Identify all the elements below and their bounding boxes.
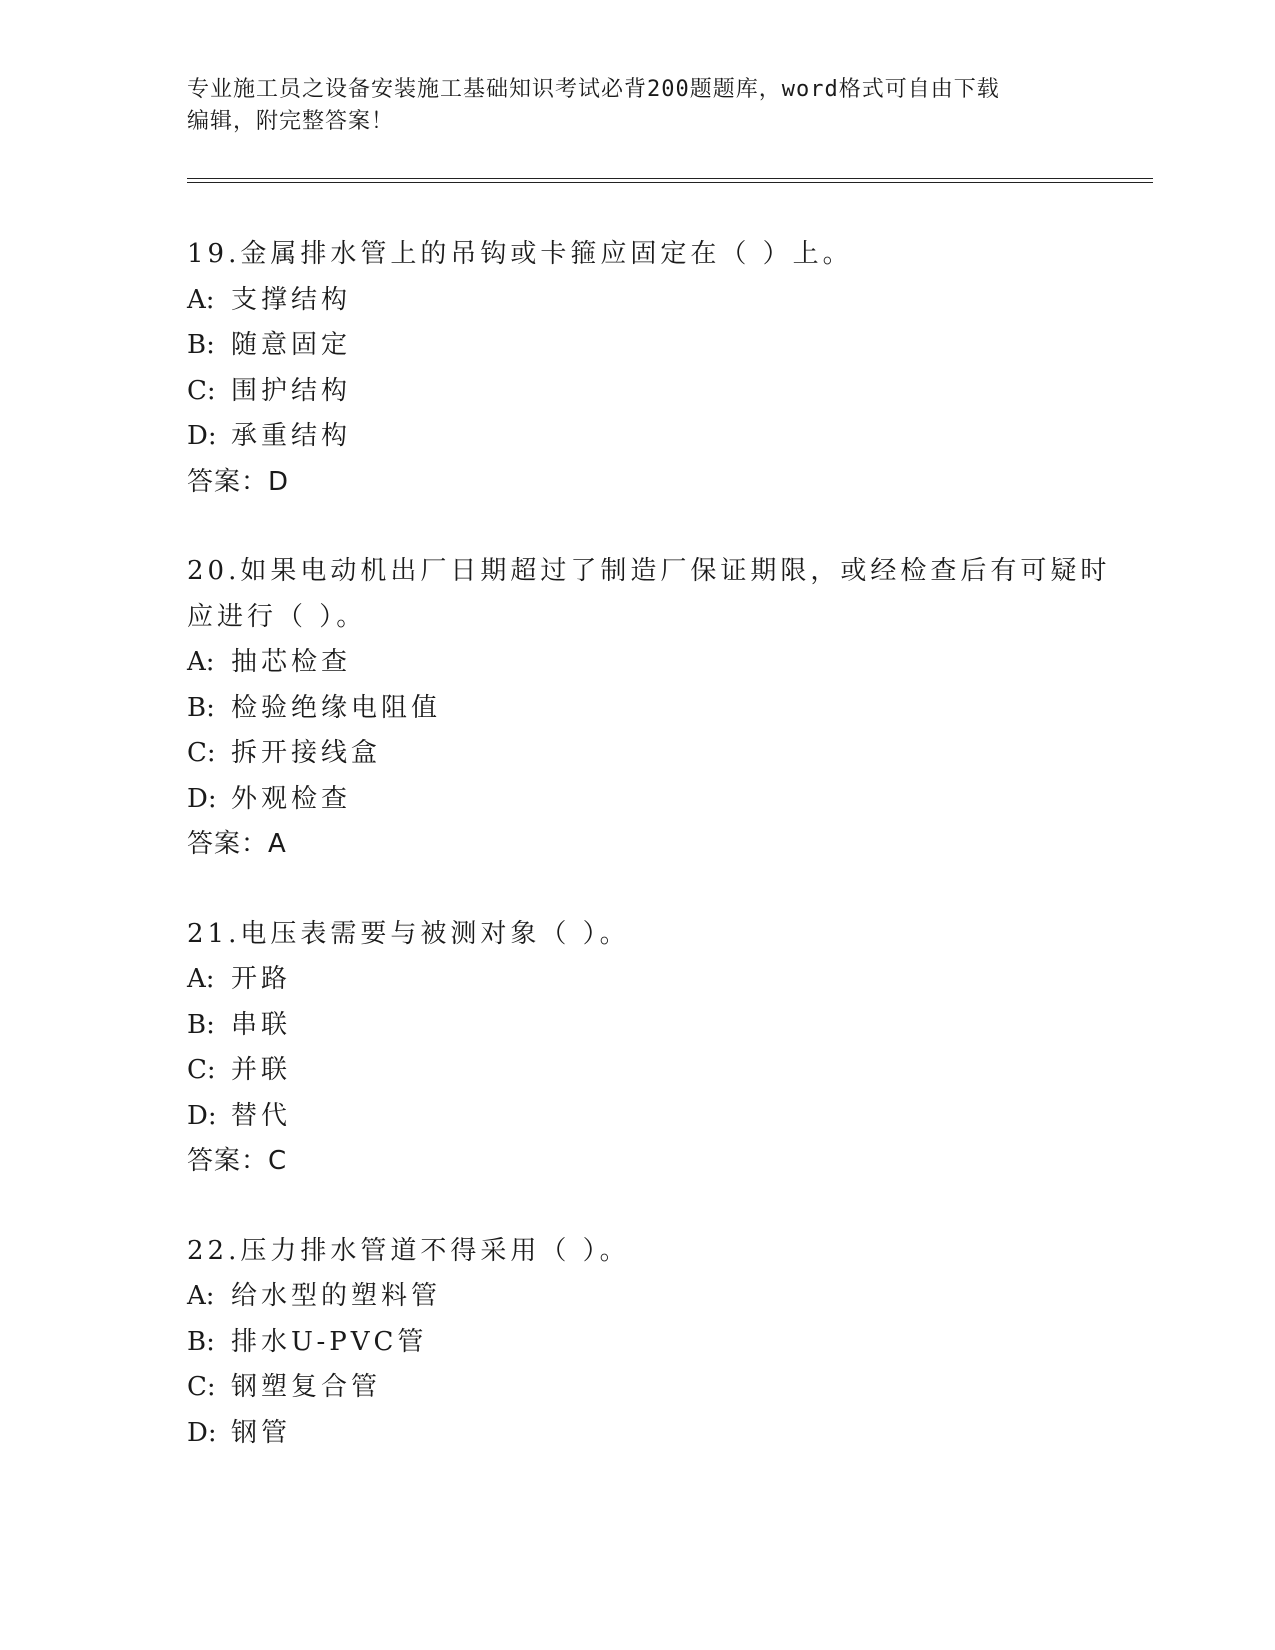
option-text: 给水型的塑料管 (231, 1281, 442, 1311)
option-a (187, 1274, 1087, 1320)
option-letter: A: (187, 647, 215, 677)
option-letter: C: (187, 738, 216, 768)
option-letter: D: (187, 421, 217, 451)
option-letter: B: (187, 1009, 215, 1040)
option-text: 随意固定 (231, 330, 352, 360)
option-letter: D: (187, 1417, 217, 1448)
option-d (187, 777, 1087, 823)
option-letter: A: (187, 284, 215, 315)
option-c (187, 1365, 1087, 1411)
option-a (187, 957, 1087, 1003)
option-c (187, 731, 1087, 777)
option-a (187, 278, 1087, 324)
answer-line: 答案：C (187, 1146, 288, 1176)
option-text: 承重结构 (231, 421, 352, 451)
question-20 (187, 549, 1111, 868)
option-a (187, 640, 1087, 686)
header-divider-bottom (187, 182, 1153, 183)
option-letter: A: (187, 1281, 215, 1311)
option-c (187, 369, 1087, 415)
option-letter: B: (187, 330, 215, 360)
option-text: 钢管 (231, 1417, 292, 1448)
option-letter: D: (187, 783, 217, 814)
header-title-line-2: 编辑，附完整答案！ (187, 109, 395, 134)
option-letter: D: (187, 1100, 217, 1131)
header-title-line-1: 专业施工员之设备安装施工基础知识考试必背200题题库，word格式可自由下载 (187, 77, 1000, 102)
answer-line: 答案：A (187, 829, 287, 859)
question-21 (187, 912, 1087, 1185)
header-divider-top (187, 178, 1153, 179)
option-text: 检验绝缘电阻值 (231, 692, 442, 723)
option-letter: C: (187, 1055, 216, 1085)
option-letter: A: (187, 964, 215, 994)
option-d (187, 1411, 1087, 1457)
option-text: 围护结构 (231, 375, 352, 406)
question-stem: 19.金属排水管上的吊钩或卡箍应固定在（ ）上。 (187, 239, 853, 269)
option-text: 拆开接线盒 (231, 738, 382, 768)
document-header (187, 74, 1067, 138)
question-stem: 22.压力排水管道不得采用（ ）。 (187, 1235, 630, 1266)
question-list (187, 232, 1111, 1500)
option-b (187, 1320, 1087, 1366)
option-text: 串联 (231, 1009, 292, 1040)
option-b (187, 686, 1087, 732)
option-b (187, 1003, 1087, 1049)
question-22 (187, 1229, 1087, 1457)
question-stem: 21.电压表需要与被测对象（ ）。 (187, 918, 630, 949)
option-text: 并联 (231, 1055, 292, 1085)
option-c (187, 1048, 1087, 1094)
option-text: 开路 (231, 964, 292, 994)
option-text: 外观检查 (231, 783, 352, 814)
question-stem-continued: 应进行（ ）。 (187, 601, 367, 632)
option-text: 钢塑复合管 (231, 1372, 382, 1402)
option-d (187, 1094, 1087, 1140)
option-b (187, 323, 1087, 369)
option-letter: C: (187, 375, 216, 406)
option-text: 抽芯检查 (231, 647, 352, 677)
option-text: 支撑结构 (231, 284, 352, 315)
option-letter: B: (187, 692, 215, 723)
option-letter: B: (187, 1326, 215, 1357)
option-letter: C: (187, 1372, 216, 1402)
option-text: 排水U-PVC管 (231, 1326, 428, 1357)
option-d (187, 414, 1087, 460)
option-text: 替代 (231, 1100, 292, 1131)
answer-line: 答案：D (187, 466, 290, 497)
question-stem: 20.如果电动机出厂日期超过了制造厂保证期限，或经检查后有可疑时 (187, 556, 1111, 586)
question-19 (187, 232, 1087, 505)
